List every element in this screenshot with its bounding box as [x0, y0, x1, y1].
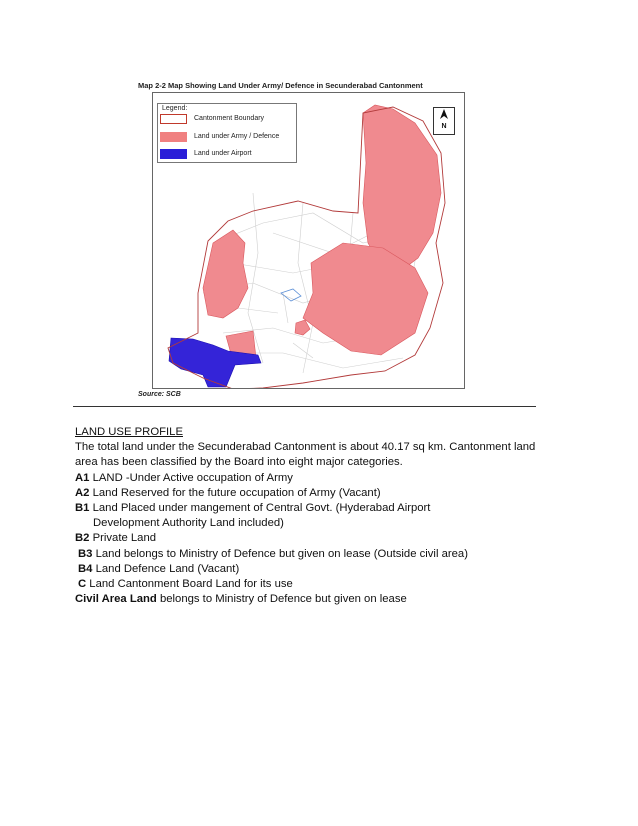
category-c: C Land Cantonment Board Land for its use [78, 578, 293, 591]
north-arrow [433, 107, 455, 135]
cantonment-map [152, 92, 465, 389]
legend-label: Cantonment Boundary [194, 115, 265, 122]
category-b2: B2 Private Land [75, 532, 157, 545]
legend-item-boundary [160, 114, 294, 124]
map-legend [157, 103, 297, 163]
category-civil-area: Civil Area Land belongs to Ministry of Defence but given on lease [75, 593, 407, 606]
category-b1: B1 Land Placed under mangement of Central Govt. (Hyderabad Airport [75, 502, 431, 515]
legend-item-airport-land [160, 149, 294, 159]
legend-label: Land under Airport [194, 150, 252, 157]
divider [73, 406, 536, 407]
category-a2: A2 Land Reserved for the future occupation of Army (Vacant) [75, 486, 381, 499]
intro-text: The total land under the Secunderabad Cantonment is about 40.17 sq km. Cantonment land [75, 441, 536, 454]
land-use-profile [75, 425, 555, 607]
legend-swatch [160, 114, 187, 124]
map-title: Map 2-2 Map Showing Land Under Army/ Defence in Secunderabad Cantonment [138, 81, 423, 90]
legend-swatch [160, 149, 187, 159]
section-heading: LAND USE PROFILE [75, 426, 183, 438]
north-label: N [441, 123, 447, 130]
legend-swatch [160, 132, 187, 142]
legend-title: Legend: [162, 105, 188, 112]
north-arrow-icon [434, 108, 454, 122]
category-b1-continued: Development Authority Land included) [93, 517, 284, 530]
category-a1: A1 LAND -Under Active occupation of Army [75, 471, 293, 484]
category-b4: B4 Land Defence Land (Vacant) [78, 562, 240, 575]
category-b3: B3 Land belongs to Ministry of Defence but given on lease (Outside civil area) [78, 547, 468, 560]
map-source: Source: SCB [138, 391, 181, 398]
legend-label: Land under Army / Defence [194, 133, 280, 140]
intro-text: area has been classified by the Board into eight major categories. [75, 456, 403, 469]
legend-item-army-land [160, 132, 294, 142]
